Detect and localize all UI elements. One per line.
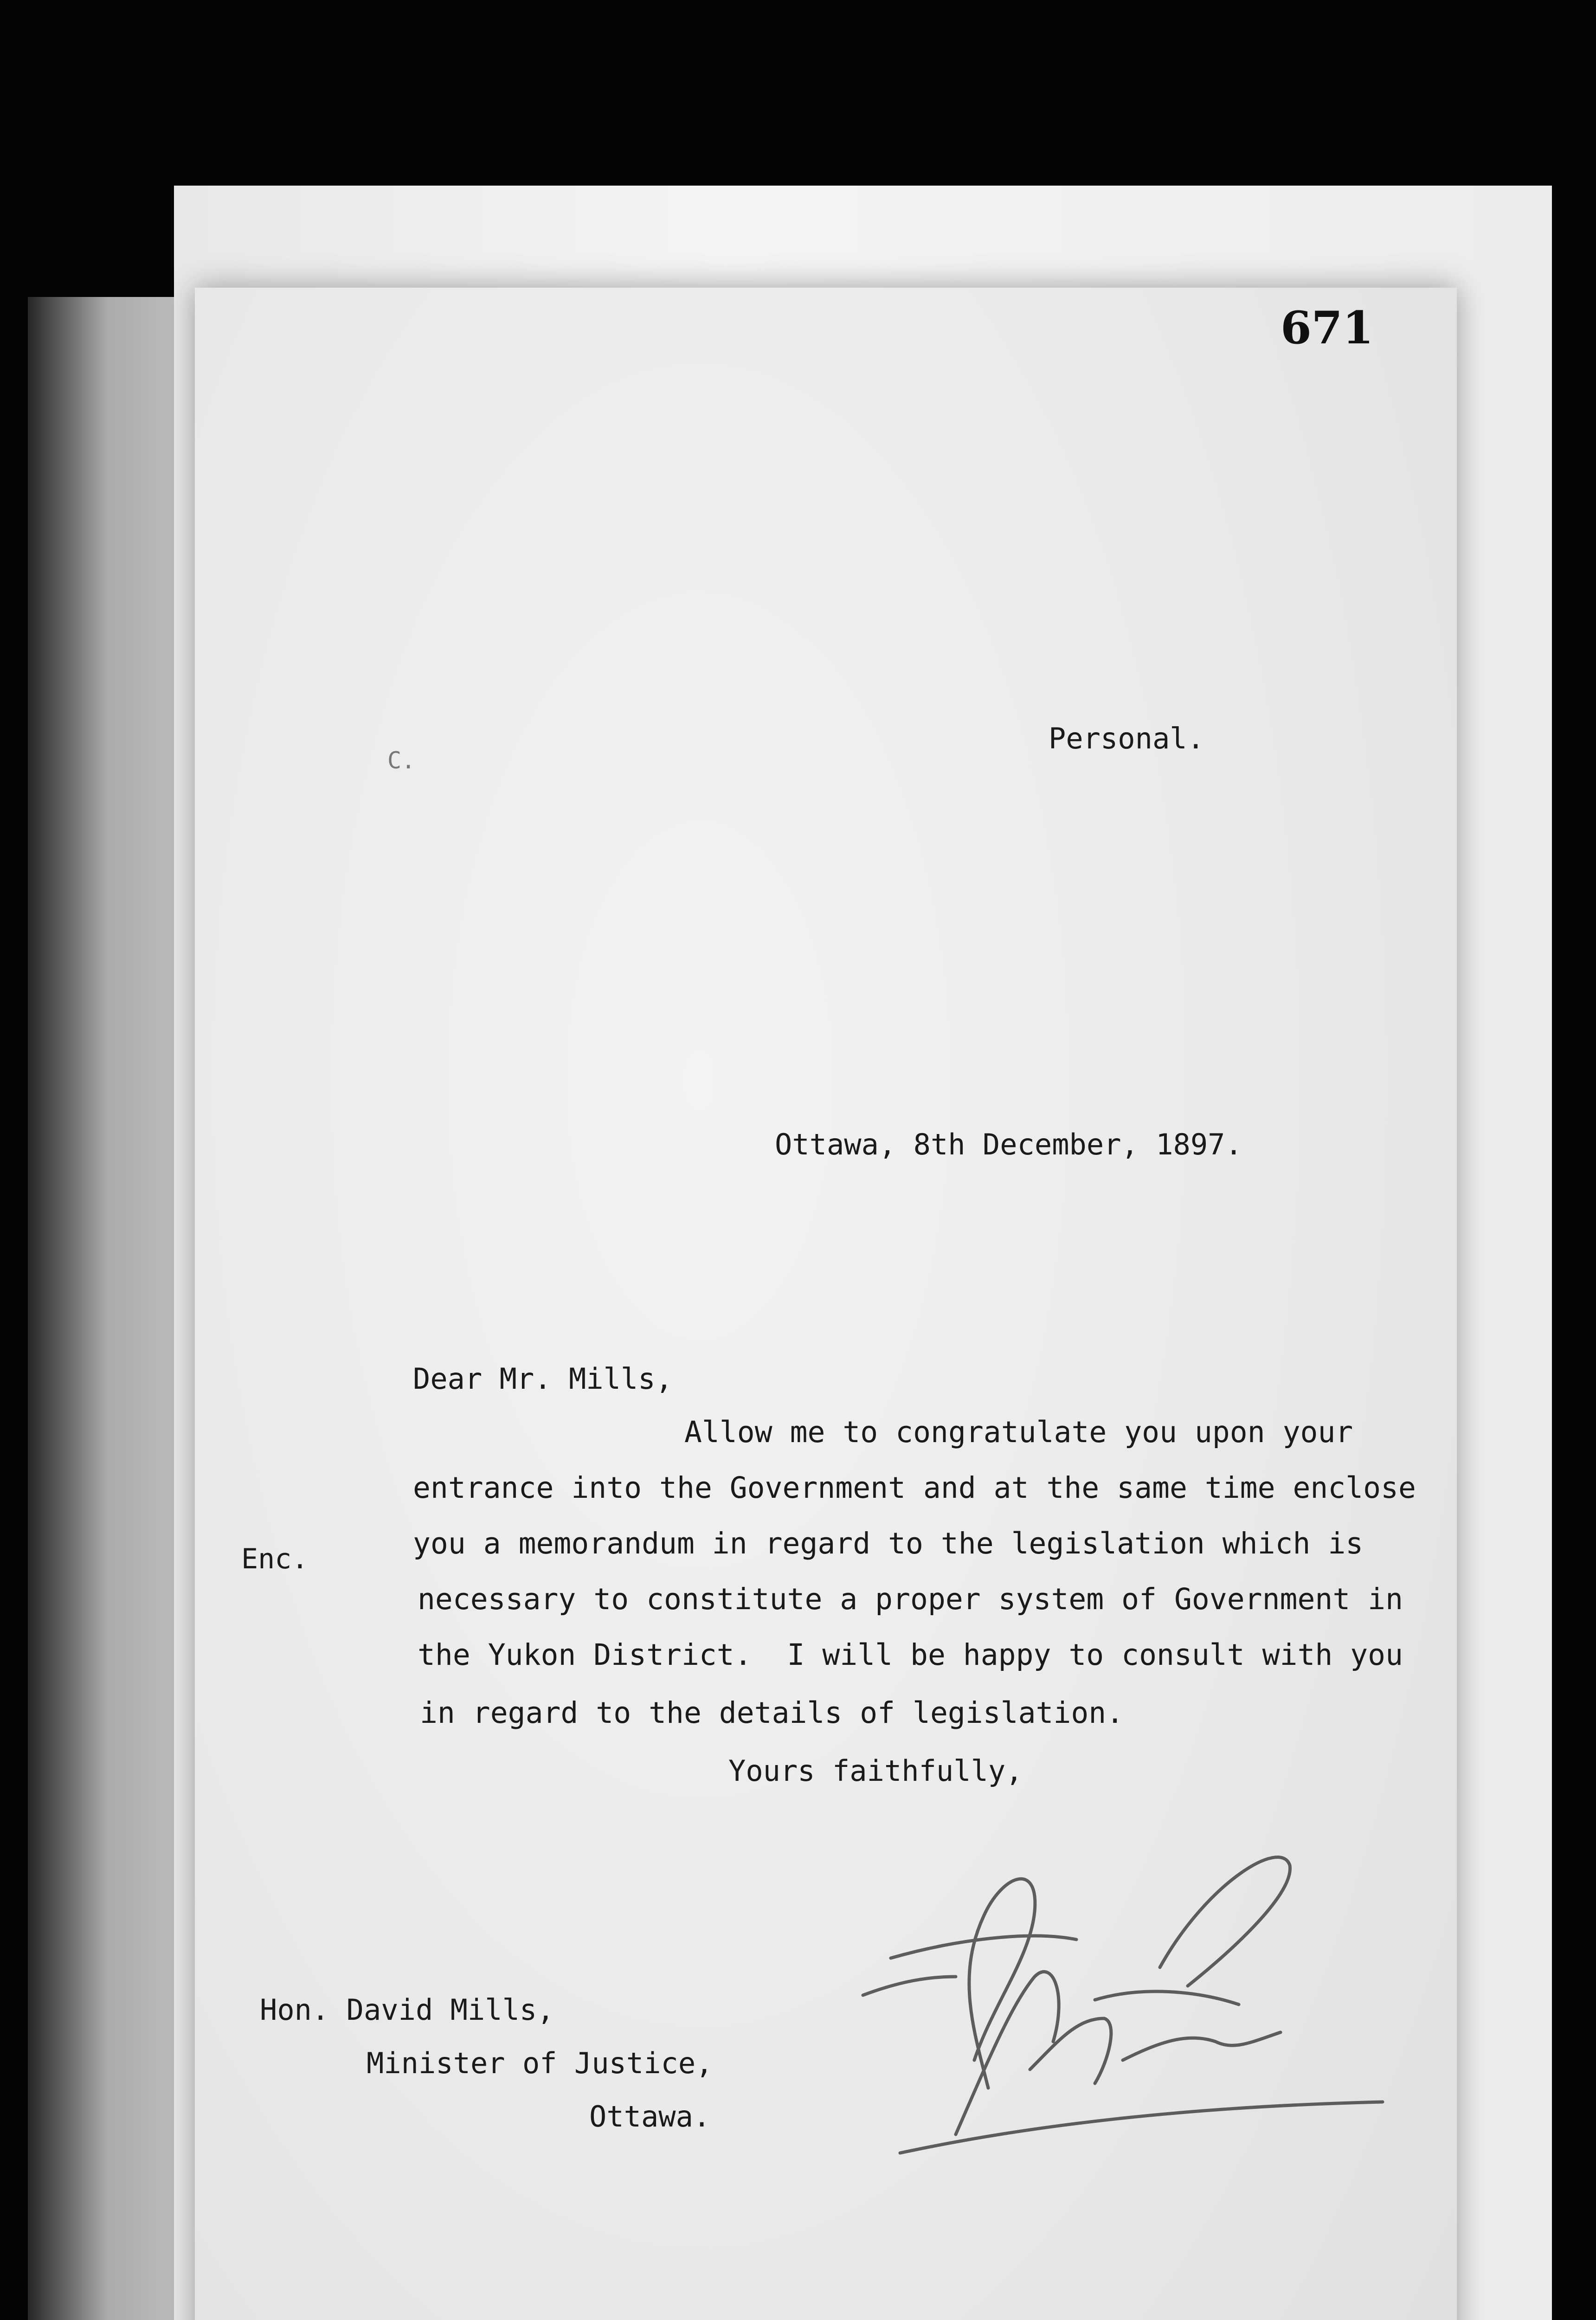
body-line: the Yukon District. I will be happy to consult with you — [418, 1638, 1403, 1672]
body-line: you a memorandum in regard to the legislation which is — [413, 1527, 1364, 1560]
body-line: Allow me to congratulate you upon your — [684, 1415, 1353, 1449]
salutation: Dear Mr. Mills, — [413, 1362, 673, 1396]
page-number: 671 — [1281, 302, 1374, 354]
body-line: in regard to the details of legislation. — [420, 1696, 1124, 1730]
margin-initial: C. — [387, 747, 416, 774]
body-line: entrance into the Government and at the same time enclose — [413, 1471, 1416, 1505]
body-line: necessary to constitute a proper system of Government in — [418, 1582, 1403, 1616]
addressee-city: Ottawa. — [589, 2100, 711, 2133]
addressee-name: Hon. David Mills, — [260, 1993, 554, 2027]
closing: Yours faithfully, — [728, 1754, 1023, 1788]
personal-heading: Personal. — [1049, 722, 1204, 755]
handwritten-signature — [835, 1800, 1410, 2181]
addressee-title: Minister of Justice, — [367, 2046, 713, 2080]
dateline: Ottawa, 8th December, 1897. — [775, 1128, 1242, 1161]
enclosure-note: Enc. — [241, 1543, 309, 1575]
